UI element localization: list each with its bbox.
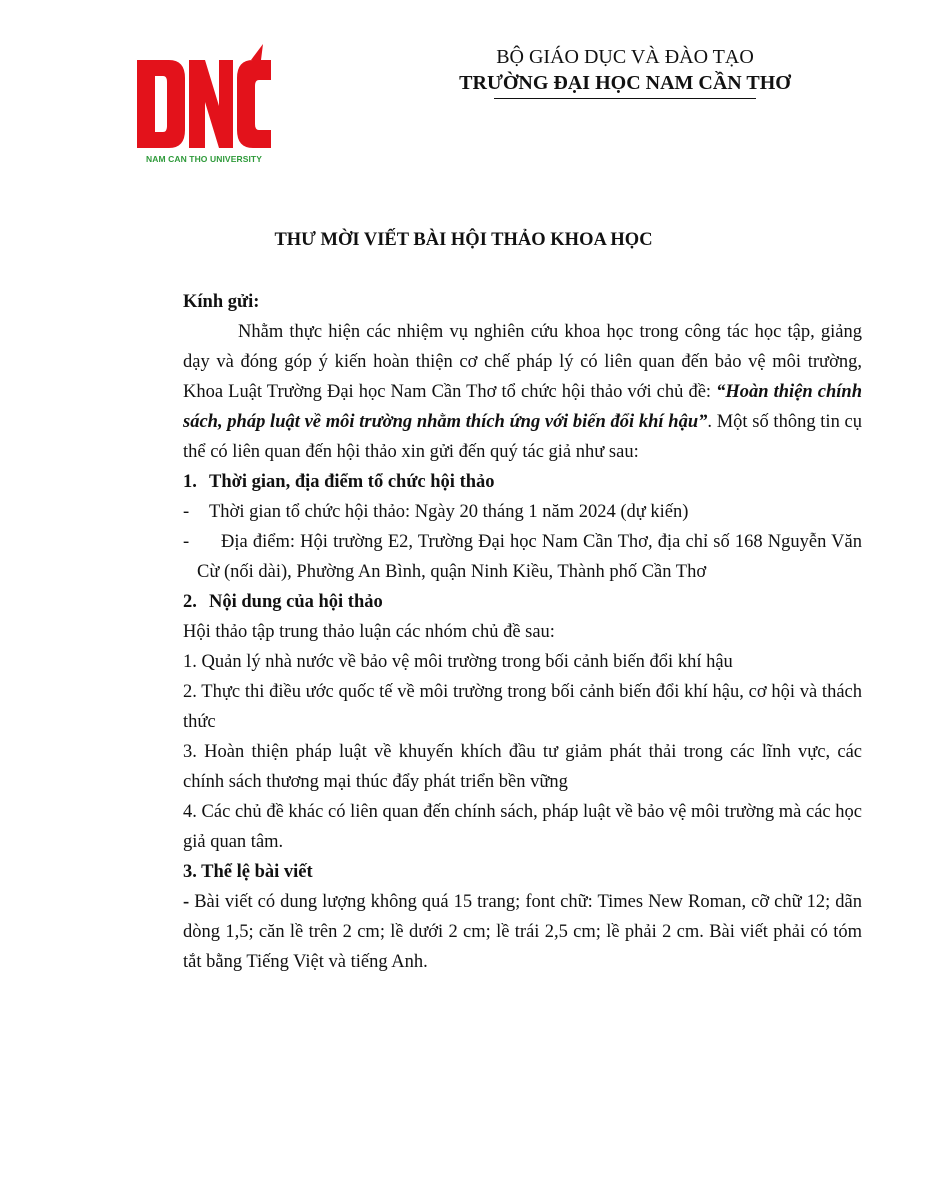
section1-heading	[183, 467, 862, 497]
section2-topic-4: 4. Các chủ đề khác có liên quan đến chính sách, pháp luật về bảo vệ môi trường mà các học giả quan tâm.	[183, 802, 862, 852]
section1-item-location	[183, 527, 862, 587]
dash-marker: -	[183, 892, 190, 912]
document-header	[440, 44, 810, 99]
university-name: TRƯỜNG ĐẠI HỌC NAM CẦN THƠ	[459, 72, 791, 94]
document-body	[183, 287, 862, 977]
intro-theme: “Hoàn thiện chính sách, pháp luật về môi trường nhằm thích ứng với biến đổi khí hậu”	[183, 382, 862, 432]
section2-topic-2: 2. Thực thi điều ước quốc tế về môi trường trong bối cảnh biến đổi khí hậu, cơ hội và thách thức	[183, 682, 862, 732]
document-title: THƯ MỜI VIẾT BÀI HỘI THẢO KHOA HỌC	[274, 230, 653, 250]
intro-paragraph	[183, 317, 862, 467]
section2-topic-1: 1. Quản lý nhà nước về bảo vệ môi trường trong bối cảnh biến đổi khí hậu	[183, 652, 733, 672]
header-underline	[494, 98, 756, 99]
dash-marker: -	[183, 532, 190, 552]
section1-item-location-text: Địa điểm: Hội trường E2, Trường Đại học Nam Cần Thơ, địa chỉ số 168 Nguyễn Văn Cừ (nối dài), Phường An Bình, quận Ninh Kiều, Thành phố Cần Thơ	[197, 532, 862, 582]
section1-title: Thời gian, địa điểm tổ chức hội thảo	[209, 472, 495, 492]
logo-caption: NAM CAN THO UNIVERSITY	[145, 154, 262, 164]
ministry-name: BỘ GIÁO DỤC VÀ ĐÀO TẠO	[496, 46, 754, 68]
dnc-logo-mark	[133, 44, 275, 152]
section1-number: 1.	[183, 472, 197, 492]
section2-number: 2.	[183, 592, 197, 612]
dash-marker: -	[183, 502, 190, 522]
intro-text-before: Nhằm thực hiện các nhiệm vụ nghiên cứu khoa học trong công tác học tập, giảng dạy và đóng góp ý kiến hoàn thiện cơ chế pháp lý có liên quan đến bảo vệ môi trường, Khoa Luật Trường Đại học Nam Cần Thơ tổ chức hội thảo với chủ đề:	[183, 322, 862, 402]
section3-heading: 3. Thể lệ bài viết	[183, 862, 313, 882]
section3-rules	[183, 887, 862, 977]
section2-lead: Hội thảo tập trung thảo luận các nhóm chủ đề sau:	[183, 622, 555, 642]
university-logo	[133, 44, 275, 168]
intro-text-after: . Một số thông tin cụ thể có liên quan đến hội thảo xin gửi đến quý tác giả như sau:	[183, 412, 863, 462]
section2-title: Nội dung của hội thảo	[209, 592, 383, 612]
section2-topic-3: 3. Hoàn thiện pháp luật về khuyến khích đầu tư giảm phát thải trong các lĩnh vực, các chính sách thương mại thúc đẩy phát triển bền vững	[183, 742, 862, 792]
section1-item-time-text: Thời gian tổ chức hội thảo: Ngày 20 tháng 1 năm 2024 (dự kiến)	[209, 502, 689, 522]
section3-rules-text: Bài viết có dung lượng không quá 15 trang; font chữ: Times New Roman, cỡ chữ 12; dãn dòng 1,5; căn lề trên 2 cm; lề dưới 2 cm; lề trái 2,5 cm; lề phải 2 cm. Bài viết phải có tóm tắt bằng Tiếng Việt và tiếng Anh.	[183, 892, 862, 972]
section1-item-time	[183, 497, 862, 527]
salutation: Kính gửi:	[183, 292, 260, 312]
section2-heading	[183, 587, 862, 617]
